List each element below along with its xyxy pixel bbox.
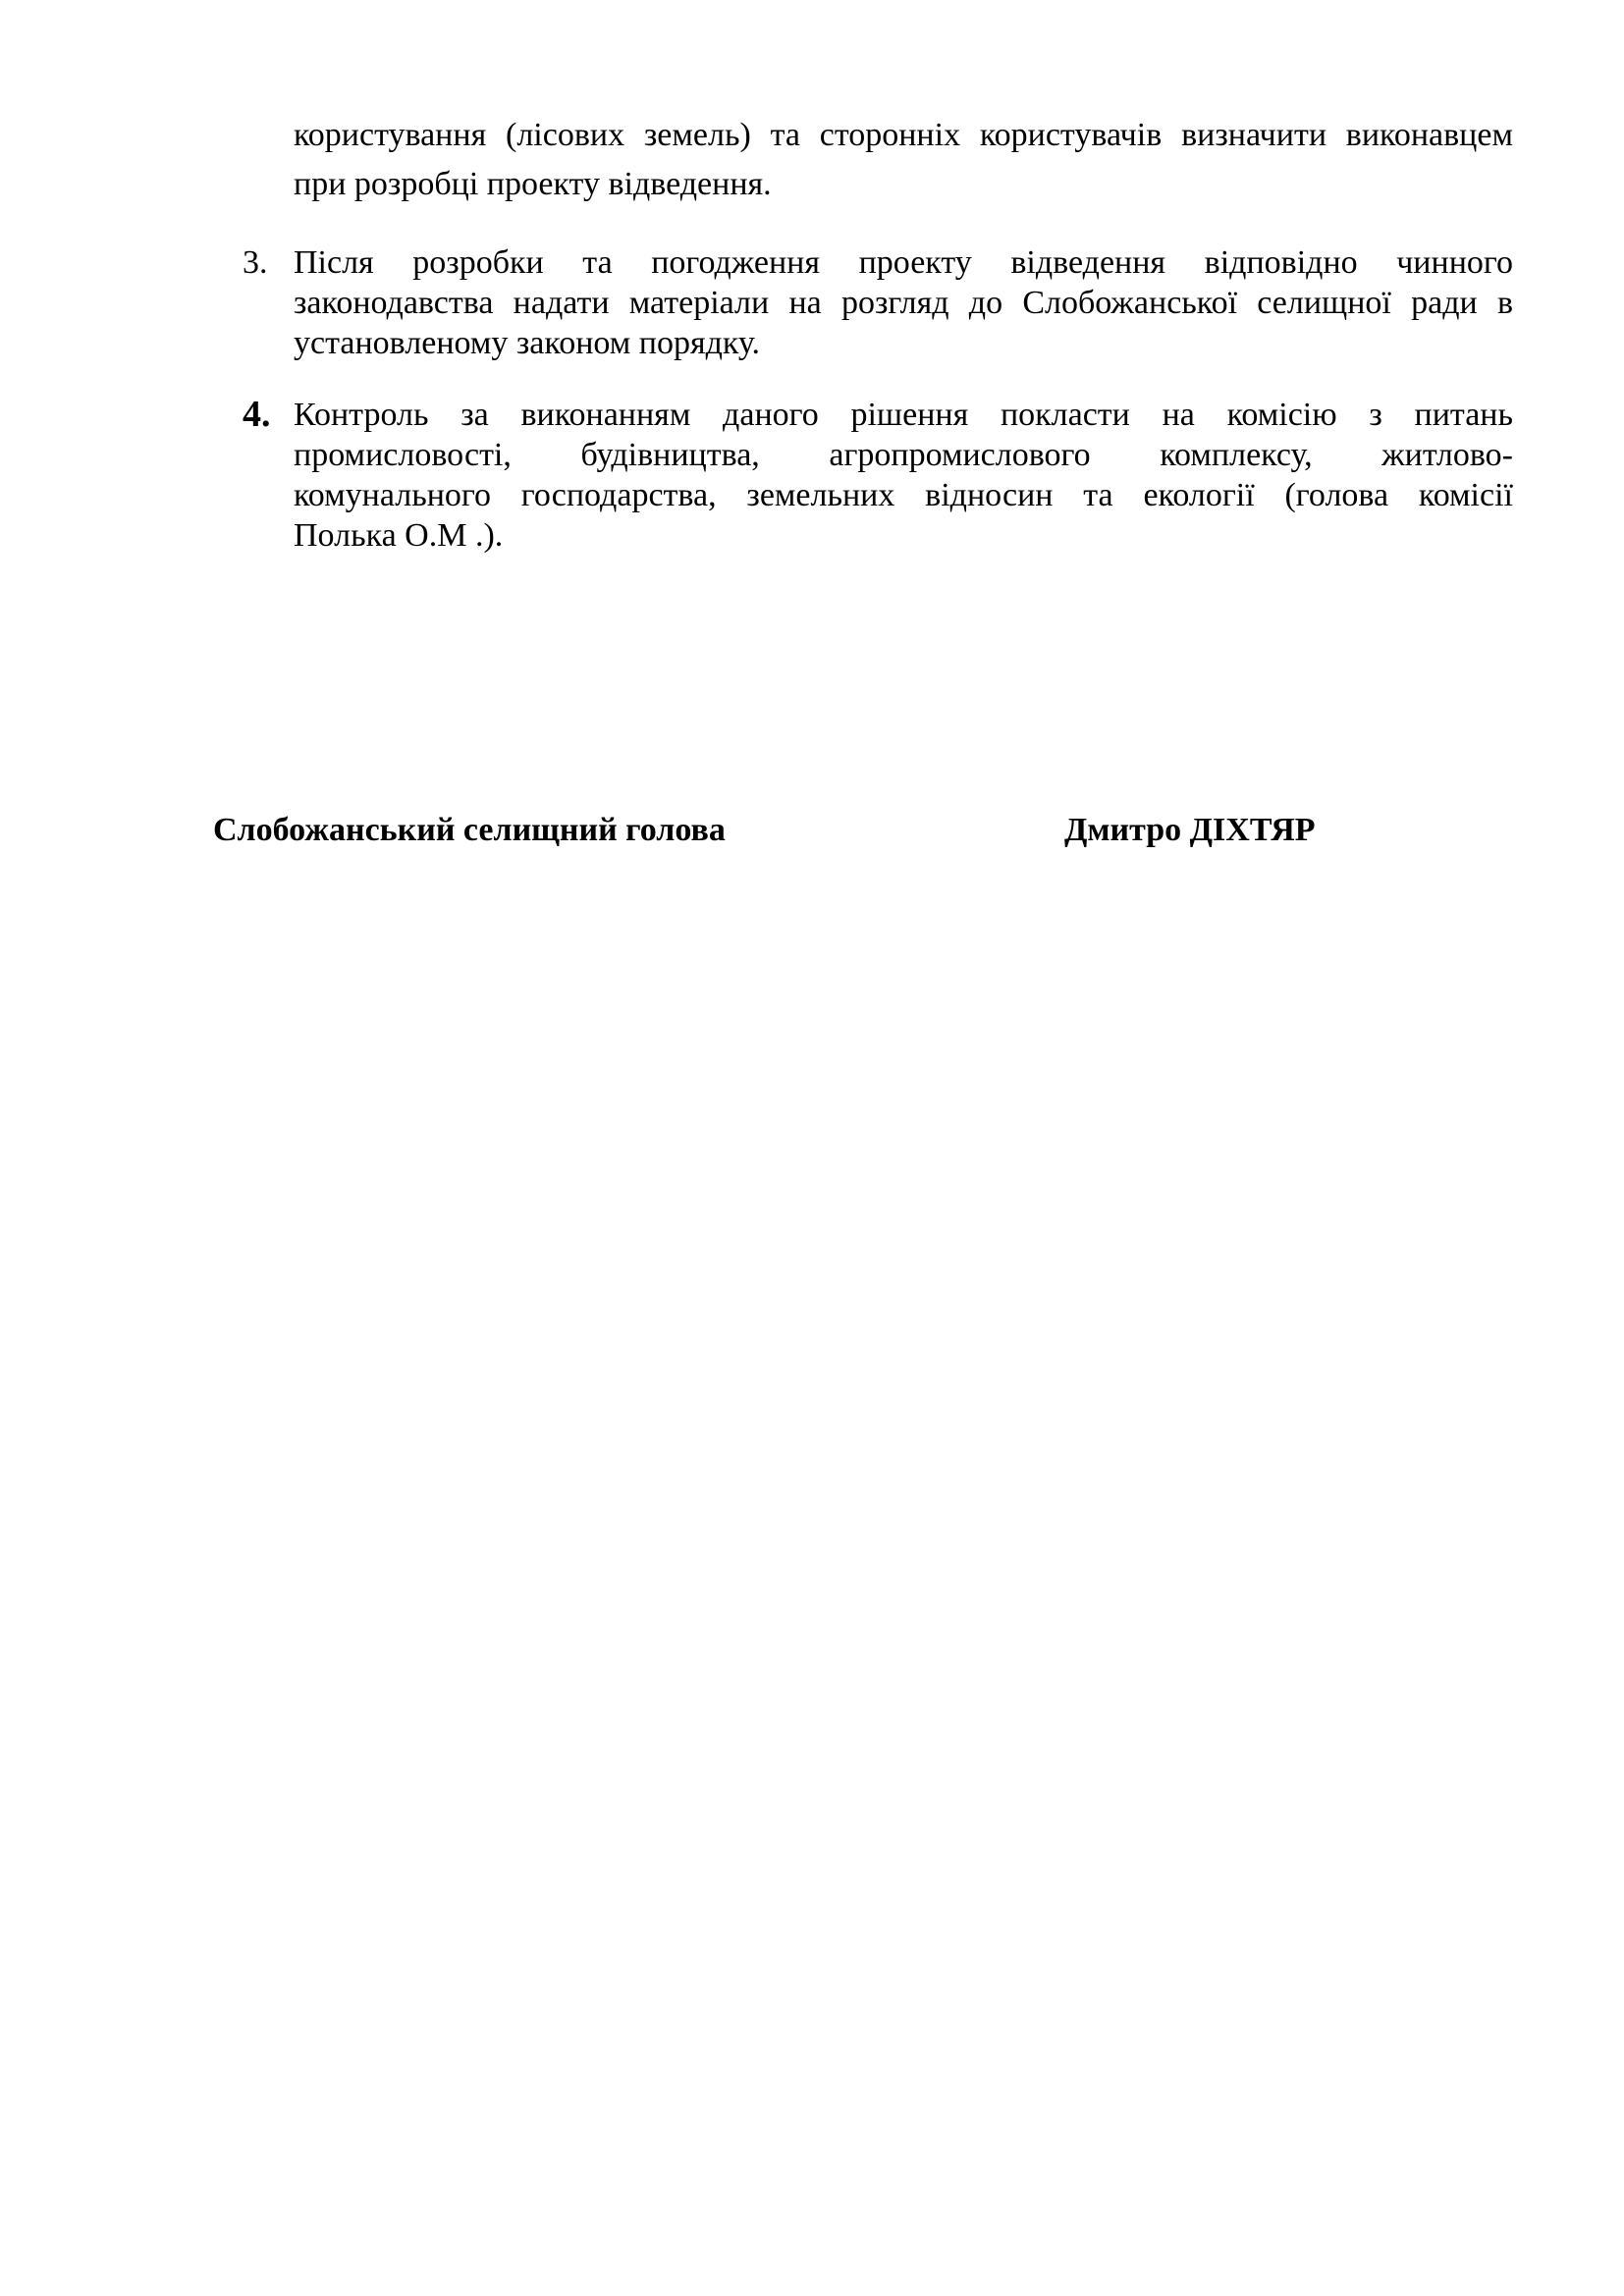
- paragraph-line: при розробці проекту відведення.: [294, 166, 772, 202]
- paragraph-line: Полька О.М .).: [294, 517, 504, 554]
- paragraph-line: промисловості, будівництва, агропромислового комплексу, житлово-: [294, 437, 1513, 473]
- item-3-number: 3.: [243, 244, 268, 281]
- paragraph-line: Контроль за виконанням даного рішення покласти на комісію з питань: [294, 397, 1513, 433]
- signature-name: Дмитро ДІХТЯР: [1064, 812, 1316, 848]
- paragraph-line: Після розробки та погодження проекту відведення відповідно чинного: [294, 244, 1513, 281]
- paragraph-line: установленому законом порядку.: [294, 325, 761, 361]
- paragraph-line: законодавства надати матеріали на розгляд до Слобожанської селищної ради в: [294, 285, 1513, 321]
- item-4-text: [294, 399, 1513, 560]
- continued-paragraph: [294, 119, 1513, 208]
- item-4-number: 4.: [243, 394, 271, 435]
- signature-title: Слобожанський селищний голова: [213, 812, 726, 848]
- item-3-text: [294, 246, 1513, 367]
- paragraph-line: комунального господарства, земельних відносин та екології (голова комісії: [294, 477, 1513, 513]
- paragraph-line: користування (лісових земель) та сторонніх користувачів визначити виконавцем: [294, 117, 1513, 153]
